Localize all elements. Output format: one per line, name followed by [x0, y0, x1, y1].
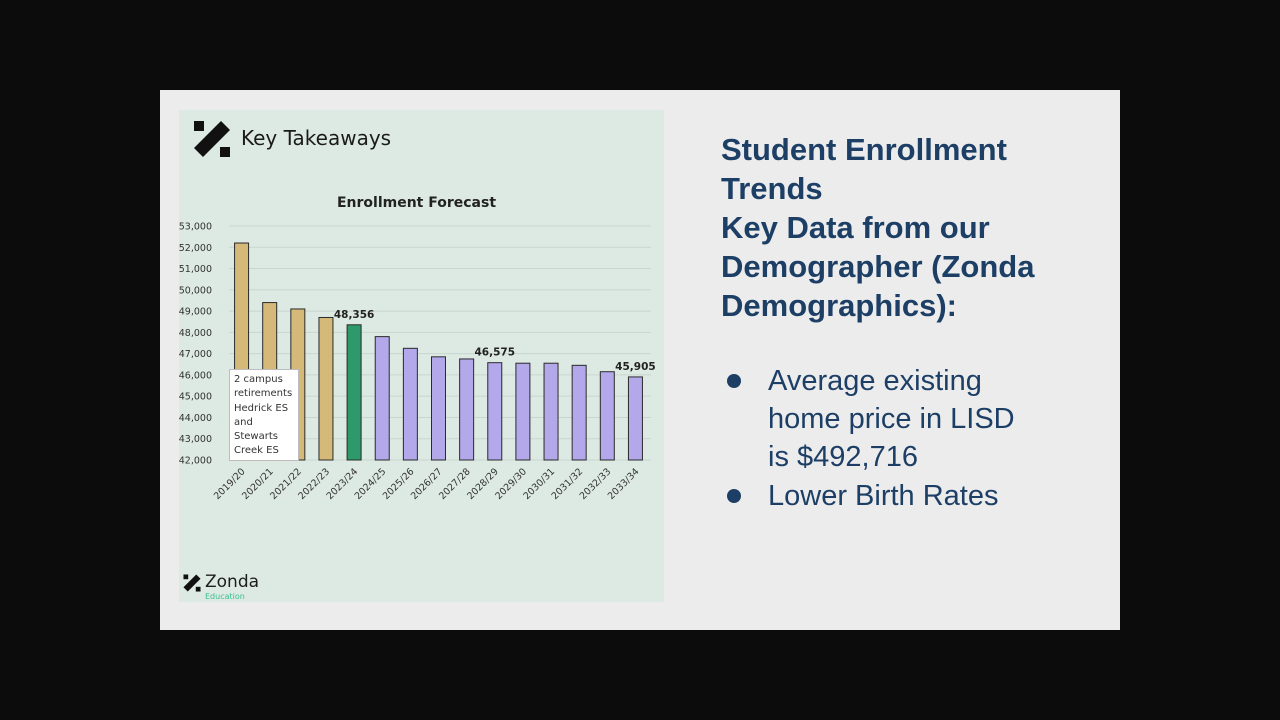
bar	[572, 365, 586, 460]
bullet-item	[721, 362, 1101, 476]
y-tick-label: 47,000	[179, 349, 212, 361]
y-tick-label: 46,000	[179, 370, 212, 382]
bar	[375, 337, 389, 460]
x-tick-label: 2024/25	[352, 466, 389, 503]
chart-title: Enrollment Forecast	[336, 195, 497, 211]
bullet-line: is $492,716	[768, 441, 918, 473]
slide	[160, 90, 1120, 630]
bar	[403, 348, 417, 460]
heading-line: Demographer (Zonda	[721, 249, 1035, 284]
x-tick-label: 2027/28	[437, 466, 473, 503]
data-label: 45,905	[615, 360, 656, 373]
x-tick-label: 2028/29	[465, 466, 501, 503]
bar	[432, 357, 446, 460]
bullet-line: Lower Birth Rates	[768, 480, 999, 512]
bullet-item	[721, 477, 1101, 515]
y-tick-label: 50,000	[179, 285, 212, 297]
slide-heading	[721, 130, 1101, 325]
heading-line: Trends	[721, 171, 823, 206]
x-tick-label: 2031/32	[549, 466, 586, 503]
x-tick-label: 2019/20	[212, 466, 248, 503]
x-tick-label: 2032/33	[577, 466, 614, 503]
bullet-line: Average existing	[768, 365, 982, 397]
heading-line: Key Data from our	[721, 210, 990, 245]
x-tick-label: 2025/26	[380, 466, 417, 503]
zonda-brand	[181, 572, 281, 602]
x-tick-label: 2033/34	[605, 466, 642, 503]
bullet-line: home price in LISD	[768, 403, 1015, 435]
key-takeaways-panel	[179, 110, 664, 602]
bar	[516, 363, 530, 460]
y-tick-label: 53,000	[179, 221, 212, 233]
bullet-dot-icon	[727, 489, 741, 503]
y-tick-label: 52,000	[179, 242, 212, 254]
y-tick-label: 44,000	[179, 412, 212, 424]
x-tick-label: 2020/21	[240, 466, 276, 503]
y-tick-label: 43,000	[179, 434, 212, 446]
bar	[600, 372, 614, 460]
x-tick-label: 2030/31	[521, 466, 558, 503]
bullet-dot-icon	[727, 374, 741, 388]
panel-title: Key Takeaways	[241, 126, 392, 150]
data-label: 46,575	[474, 346, 516, 359]
bar	[460, 359, 474, 460]
bullet-list	[721, 362, 1101, 516]
x-tick-label: 2026/27	[408, 466, 445, 503]
bar	[488, 363, 502, 460]
brand-name: Zonda	[205, 572, 260, 592]
bar	[347, 325, 361, 460]
y-tick-label: 51,000	[179, 264, 212, 276]
y-tick-label: 45,000	[179, 391, 212, 403]
bar	[319, 317, 333, 460]
heading-line: Student Enrollment	[721, 132, 1007, 167]
retirements-callout: 2 campus retirements Hedrick ES and Stewarts Creek ES	[229, 369, 299, 461]
x-tick-label: 2021/22	[268, 466, 304, 503]
y-tick-label: 49,000	[179, 306, 212, 318]
x-tick-label: 2022/23	[296, 466, 333, 503]
enrollment-chart	[179, 110, 664, 602]
y-tick-label: 42,000	[179, 455, 212, 467]
bar	[544, 363, 558, 460]
brand-subtitle: Education	[205, 592, 245, 601]
bar	[628, 377, 642, 460]
x-tick-label: 2029/30	[493, 466, 530, 503]
x-tick-label: 2023/24	[324, 466, 361, 503]
data-label: 48,356	[333, 308, 375, 321]
y-tick-label: 48,000	[179, 327, 212, 339]
heading-line: Demographics):	[721, 288, 957, 323]
zonda-small-logo-icon	[183, 574, 201, 592]
